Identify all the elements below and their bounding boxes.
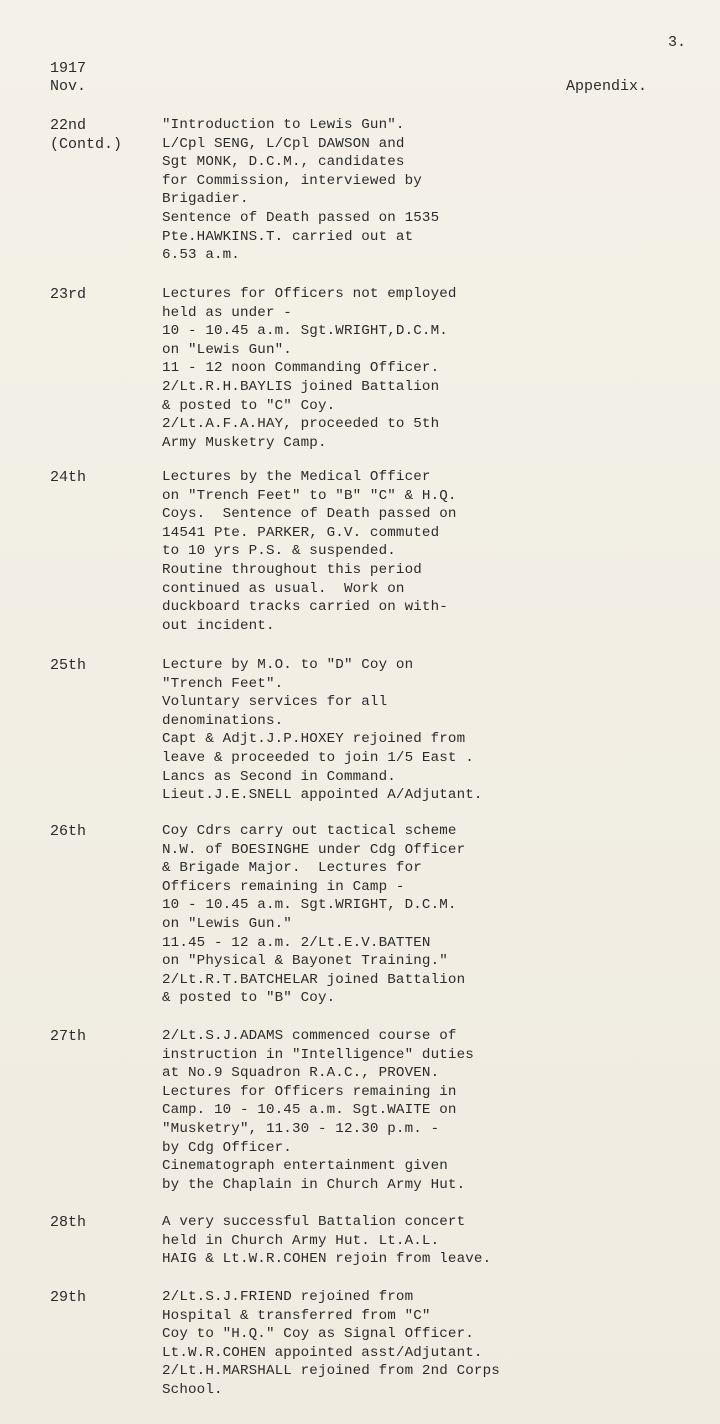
entry-text-line: Cinematograph entertainment given [162,1158,448,1175]
entry-text-line: Sentence of Death passed on 1535 [162,209,440,226]
entry-date-line: 27th [50,1028,87,1045]
entry-text-line: "Introduction to Lewis Gun". [162,117,405,133]
entry-text-line: Lieut.J.E.SNELL appointed A/Adjutant. [162,787,483,804]
entry-text-line: "Musketry", 11.30 - 12.30 p.m. - [162,1120,440,1137]
entry-date [50,1288,86,1307]
entry-text [162,468,457,635]
entry-text-line: to 10 yrs P.S. & suspended. [162,543,396,560]
entry-text-line: 11 - 12 noon Commanding Officer. [162,360,440,377]
date-heading [50,60,86,96]
entry-text-line: Pte.HAWKINS.T. carried out at [162,228,414,245]
year: 1917 [50,60,87,77]
entry-text-line: by Cdg Officer. [162,1139,292,1156]
entry-text-line: Voluntary services for all [162,694,388,711]
entry-text-line: leave & proceeded to join 1/5 East . [162,749,474,766]
entry-text-line: School. [162,1381,223,1398]
entry-text-line: 2/Lt.H.MARSHALL rejoined from 2nd Corps [162,1363,500,1380]
entry-date-line: 24th [50,469,87,486]
appendix-label: Appendix. [566,78,648,95]
entry-text-line: continued as usual. Work on [162,580,405,597]
entry-text-line: out incident. [162,617,275,634]
entry-text-line: 10 - 10.45 a.m. Sgt.WRIGHT,D.C.M. [162,323,448,340]
entry-text [162,822,465,1008]
entry-text [162,1288,500,1400]
entry-text-line: Lectures for Officers not employed [162,286,457,302]
entry-text-line: Army Musketry Camp. [162,434,327,451]
entry-text-line: at No.9 Squadron R.A.C., PROVEN. [162,1065,440,1082]
entry-text-line: Lt.W.R.COHEN appointed asst/Adjutant. [162,1344,483,1361]
entry-text-line: 6.53 a.m. [162,247,240,264]
entry-date-line: 29th [50,1289,87,1306]
entry-date [50,285,86,304]
entry-text-line: Lectures by the Medical Officer [162,469,431,485]
entry-date-line: 23rd [50,286,87,303]
entry-text-line: Sgt MONK, D.C.M., candidates [162,154,405,171]
entry-text-line: 2/Lt.R.H.BAYLIS joined Battalion [162,378,440,395]
entry-text-line: 2/Lt.R.T.BATCHELAR joined Battalion [162,971,466,988]
entry-text-line: Routine throughout this period [162,561,422,578]
entry-text-line: Brigadier. [162,191,249,208]
entry-text-line: 10 - 10.45 a.m. Sgt.WRIGHT, D.C.M. [162,897,457,914]
entry-text [162,1213,491,1269]
entry-text-line: on "Trench Feet" to "B" "C" & H.Q. [162,487,457,504]
entry-text-line: denominations. [162,712,284,729]
entry-date-line: 22nd [50,117,87,134]
entry-date [50,822,86,841]
entry-text [162,285,457,452]
entry-text-line: & posted to "B" Coy. [162,990,336,1007]
entry-text-line: "Trench Feet". [162,675,284,692]
entry-text-line: for Commission, interviewed by [162,172,422,189]
entry-text-line: Lancs as Second in Command. [162,768,396,785]
entry-text-line: Hospital & transferred from "C" [162,1307,431,1324]
entry-text-line: held in Church Army Hut. Lt.A.L. [162,1232,440,1249]
entry-date-line: 25th [50,657,87,674]
entry-text-line: Coy Cdrs carry out tactical scheme [162,823,457,839]
entry-text-line: instruction in "Intelligence" duties [162,1046,474,1063]
entry-text-line: 2/Lt.S.J.FRIEND rejoined from [162,1289,414,1305]
entry-text-line: on "Lewis Gun". [162,341,292,358]
entry-text-line: A very successful Battalion concert [162,1214,466,1230]
entry-text-line: L/Cpl SENG, L/Cpl DAWSON and [162,135,405,152]
entry-text-line: by the Chaplain in Church Army Hut. [162,1176,466,1193]
entry-text [162,116,439,265]
entry-date [50,468,86,487]
entry-date [50,656,86,675]
entry-date [50,116,122,154]
entry-date-line: 28th [50,1214,87,1231]
entry-date [50,1027,86,1046]
entry-text-line: on "Physical & Bayonet Training." [162,953,448,970]
entry-text-line: & Brigade Major. Lectures for [162,860,422,877]
entry-text-line: N.W. of BOESINGHE under Cdg Officer [162,841,466,858]
entry-text-line: 14541 Pte. PARKER, G.V. commuted [162,524,440,541]
entry-text-line: HAIG & Lt.W.R.COHEN rejoin from leave. [162,1251,492,1268]
entry-date [50,1213,86,1232]
month: Nov. [50,78,87,95]
entry-text-line: 2/Lt.A.F.A.HAY, proceeded to 5th [162,416,440,433]
page-number: 3. [668,34,687,51]
entry-text [162,656,483,805]
entry-text-line: on "Lewis Gun." [162,915,292,932]
entry-text-line: & posted to "C" Coy. [162,397,336,414]
entry-text-line: 2/Lt.S.J.ADAMS commenced course of [162,1028,457,1044]
entry-text-line: 11.45 - 12 a.m. 2/Lt.E.V.BATTEN [162,934,431,951]
entry-text-line: Camp. 10 - 10.45 a.m. Sgt.WAITE on [162,1102,457,1119]
entry-text-line: Lectures for Officers remaining in [162,1083,457,1100]
entry-text-line: duckboard tracks carried on with- [162,599,448,616]
entry-date-line: (Contd.) [50,136,123,153]
entry-text [162,1027,474,1194]
entry-text-line: held as under - [162,304,292,321]
entry-text-line: Capt & Adjt.J.P.HOXEY rejoined from [162,731,466,748]
entry-text-line: Lecture by M.O. to "D" Coy on [162,657,414,673]
entry-text-line: Coys. Sentence of Death passed on [162,506,457,523]
entry-text-line: Coy to "H.Q." Coy as Signal Officer. [162,1326,474,1343]
entry-text-line: Officers remaining in Camp - [162,878,405,895]
entry-date-line: 26th [50,823,87,840]
